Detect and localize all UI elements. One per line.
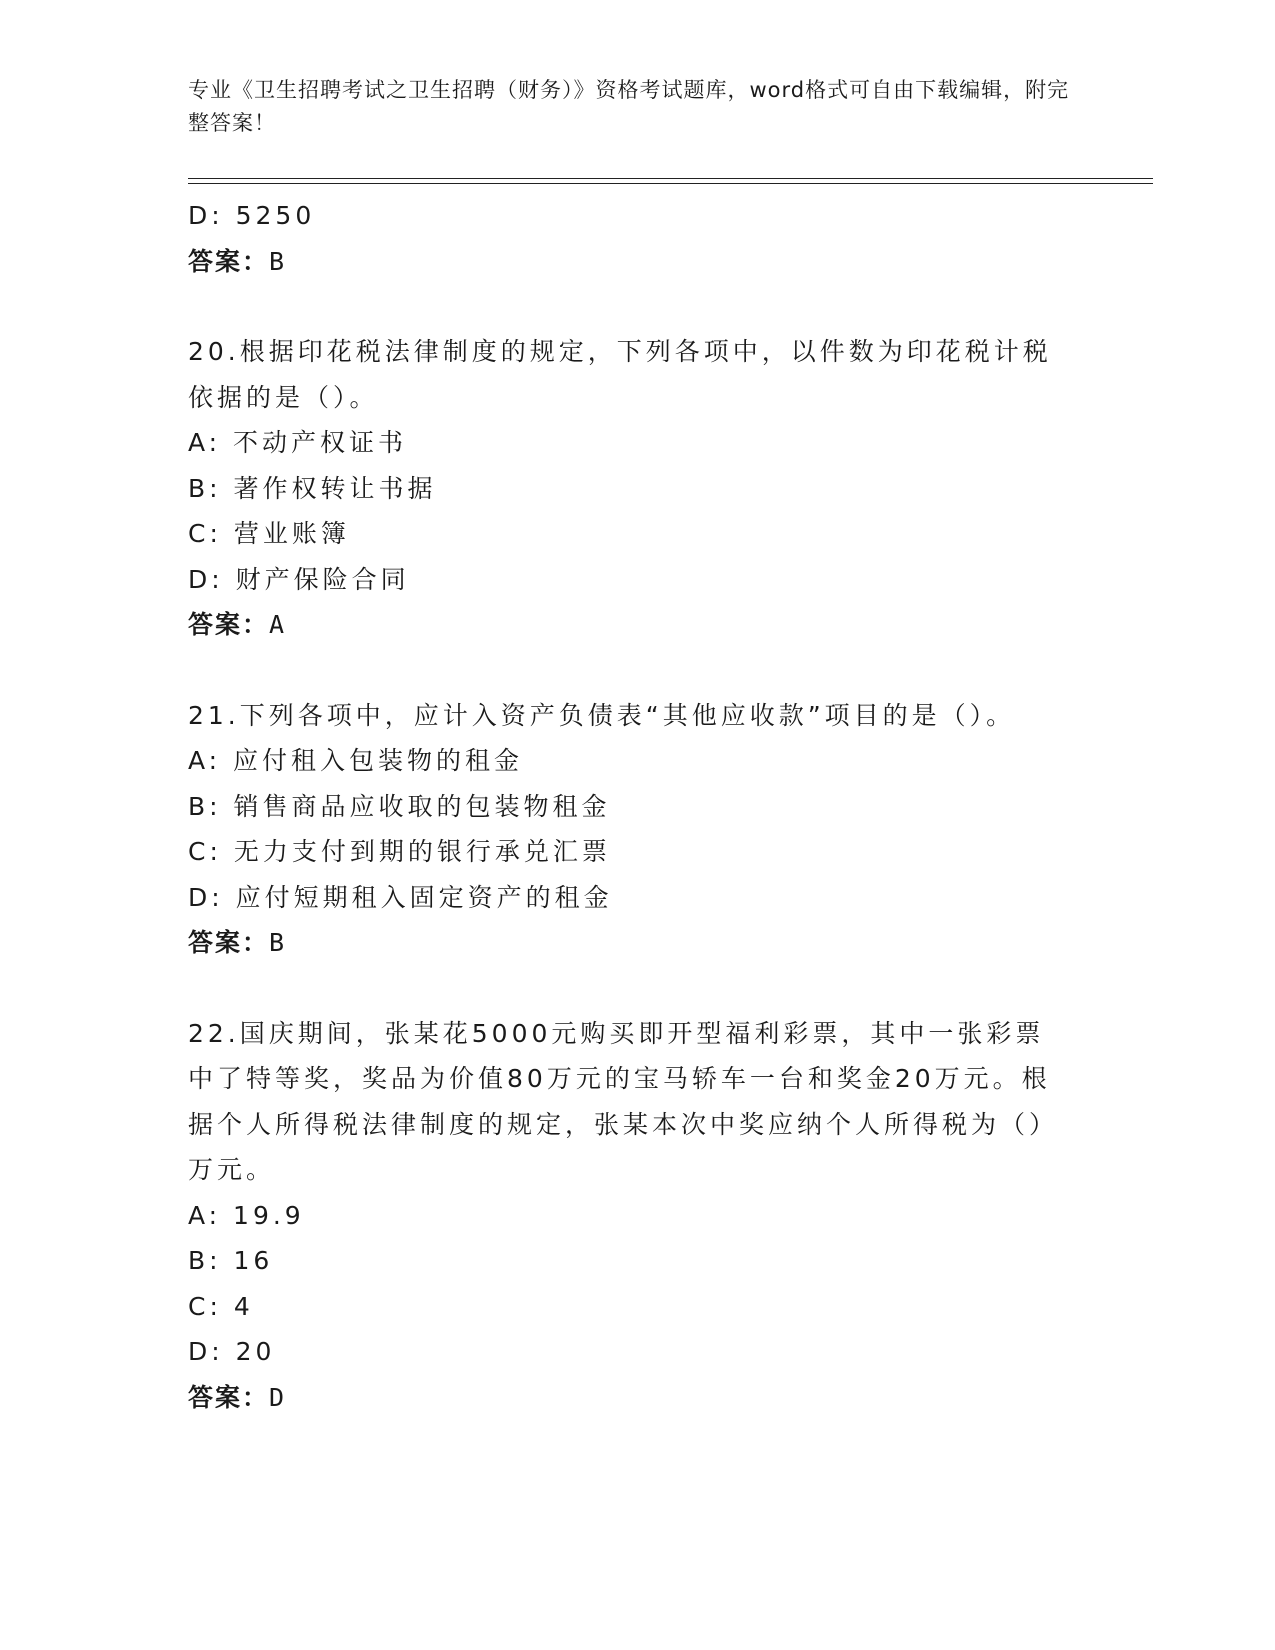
answer-label: 答案：	[188, 1382, 270, 1412]
answer-value: D	[269, 1382, 287, 1412]
option-c: C: 无力支付到期的银行承兑汇票	[188, 837, 611, 866]
question-stem: 20.根据印花税法律制度的规定，下列各项中，以件数为印花税计税依据的是（）。	[188, 337, 1052, 412]
answer-value: A	[269, 610, 287, 639]
carryover-answer	[188, 239, 1088, 285]
question-item	[188, 1011, 1088, 1421]
option-a: A: 19.9	[188, 1200, 305, 1230]
spacer	[188, 284, 1088, 329]
option-d: D: 财产保险合同	[188, 564, 410, 594]
answer-value: B	[269, 246, 287, 276]
spacer	[188, 966, 1088, 1011]
answer-label: 答案：	[188, 610, 270, 639]
header-divider-bottom	[188, 183, 1153, 184]
question-item	[188, 693, 1088, 966]
option-b: B: 销售商品应收取的包装物租金	[188, 791, 611, 821]
option-d: D: 20	[188, 1337, 276, 1366]
option-b: B: 16	[188, 1246, 274, 1275]
carryover-option-d: D: 5250	[188, 201, 316, 230]
answer-label: 答案：	[188, 928, 270, 957]
option-b: B: 著作权转让书据	[188, 473, 437, 503]
question-answer	[188, 602, 1088, 648]
question-item	[188, 329, 1088, 648]
option-c: C: 营业账簿	[188, 519, 350, 548]
page-header: 专业《卫生招聘考试之卫生招聘（财务）》资格考试题库，word格式可自由下载编辑，附完整答案！	[188, 78, 1070, 135]
question-stem: 21.下列各项中，应计入资产负债表“其他应收款”项目的是（）。	[188, 700, 1016, 730]
question-stem: 22.国庆期间，张某花5000元购买即开型福利彩票，其中一张彩票中了特等奖，奖品为价值80万元的宝马轿车一台和奖金20万元。根据个人所得税法律制度的规定，张某本次中奖应纳个人所得税为（）万元。	[188, 1018, 1059, 1184]
answer-label: 答案：	[188, 246, 270, 276]
option-d: D: 应付短期租入固定资产的租金	[188, 882, 613, 912]
header-divider-top	[188, 178, 1153, 179]
question-answer	[188, 920, 1088, 966]
spacer	[188, 648, 1088, 693]
option-a: A: 应付租入包装物的租金	[188, 746, 524, 775]
option-c: C: 4	[188, 1291, 254, 1321]
answer-value: B	[269, 928, 287, 957]
question-list	[188, 193, 1088, 1420]
option-a: A: 不动产权证书	[188, 428, 408, 457]
question-answer	[188, 1375, 1088, 1421]
